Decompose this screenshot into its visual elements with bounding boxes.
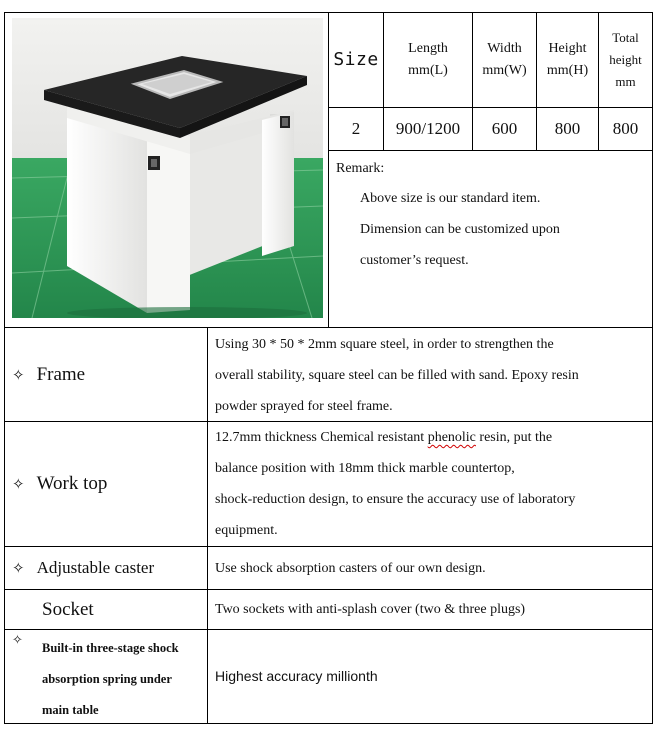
width-value: 600 xyxy=(491,119,518,138)
feature-desc-worktop xyxy=(215,422,645,546)
size-value: 2 xyxy=(351,119,361,138)
feature-label-frame xyxy=(12,328,85,421)
spring-desc: Highest accuracy millionth xyxy=(215,668,378,684)
worktop-desc-line-1-post: resin, put the xyxy=(475,430,553,445)
height-header-line1: Height xyxy=(548,41,587,56)
feature-desc-caster xyxy=(215,547,645,589)
balance-table-illustration xyxy=(12,18,323,318)
remark-line-3: customer’s request. xyxy=(360,253,469,268)
worktop-desc-spellcheck-word: phenolic xyxy=(427,430,476,445)
spring-label-line-1: Built-in three-stage shock xyxy=(42,641,179,655)
feature-desc-socket xyxy=(215,590,645,629)
height-value: 800 xyxy=(554,119,581,138)
spring-label-line-2: absorption spring under xyxy=(42,672,172,686)
product-photo xyxy=(12,18,323,318)
feature-label-worktop-text: Work top xyxy=(36,473,108,494)
feature-label-frame-text: Frame xyxy=(36,363,86,385)
size-header: Size xyxy=(333,49,379,70)
feature-desc-spring xyxy=(215,630,645,723)
remark-line-1: Above size is our standard item. xyxy=(360,191,541,206)
divider-remark xyxy=(328,150,652,151)
remark-block xyxy=(336,155,651,276)
socket-desc: Two sockets with anti-splash cover (two & three plugs) xyxy=(215,602,526,617)
height-header xyxy=(537,13,598,107)
divider-top-section xyxy=(4,327,653,328)
height-header-line2: mm(H) xyxy=(546,63,589,78)
feature-desc-frame xyxy=(215,329,645,422)
border-right xyxy=(652,12,653,724)
frame-desc-line-2: overall stability, square steel can be filled with sand. Epoxy resin xyxy=(215,368,579,383)
border-left xyxy=(4,12,5,724)
total-height-value: 800 xyxy=(612,119,639,138)
diamond-bullet-icon: ✧ xyxy=(12,559,25,577)
worktop-desc-line-2: balance position with 18mm thick marble countertop, xyxy=(215,461,515,476)
diamond-bullet-icon: ✧ xyxy=(12,633,23,648)
spring-label-line-3: main table xyxy=(42,703,99,717)
feature-label-caster xyxy=(12,547,154,589)
remark-title: Remark: xyxy=(336,161,385,176)
worktop-desc-line-4: equipment. xyxy=(215,523,278,538)
worktop-desc-line-1 xyxy=(215,422,645,453)
diamond-bullet-icon: ✧ xyxy=(12,365,25,384)
frame-desc-line-3: powder sprayed for steel frame. xyxy=(215,399,393,414)
total-height-header-line2: height xyxy=(609,52,642,67)
feature-label-socket xyxy=(12,590,94,629)
length-value: 900/1200 xyxy=(395,119,461,138)
width-header-line1: Width xyxy=(487,41,522,56)
remark-line-2: Dimension can be customized upon xyxy=(360,222,560,237)
frame-desc-line-1: Using 30 * 50 * 2mm square steel, in order to strengthen the xyxy=(215,337,554,352)
feature-label-caster-text: Adjustable caster xyxy=(36,558,155,577)
length-header xyxy=(384,13,472,107)
total-height-header xyxy=(599,13,652,107)
feature-label-worktop xyxy=(12,422,107,546)
total-height-header-line1: Total xyxy=(612,30,639,45)
diamond-bullet-icon: ✧ xyxy=(12,475,25,493)
worktop-desc-line-1-pre: 12.7mm thickness Chemical resistant xyxy=(215,430,428,445)
feature-label-socket-text: Socket xyxy=(42,598,94,620)
length-header-line1: Length xyxy=(408,41,448,56)
width-header xyxy=(473,13,536,107)
width-header-line2: mm(W) xyxy=(482,63,527,78)
total-height-header-line3: mm xyxy=(615,74,636,89)
worktop-desc-line-3: shock-reduction design, to ensure the accuracy use of laboratory xyxy=(215,492,576,507)
caster-desc: Use shock absorption casters of our own design. xyxy=(215,560,486,576)
length-header-line2: mm(L) xyxy=(408,63,448,78)
